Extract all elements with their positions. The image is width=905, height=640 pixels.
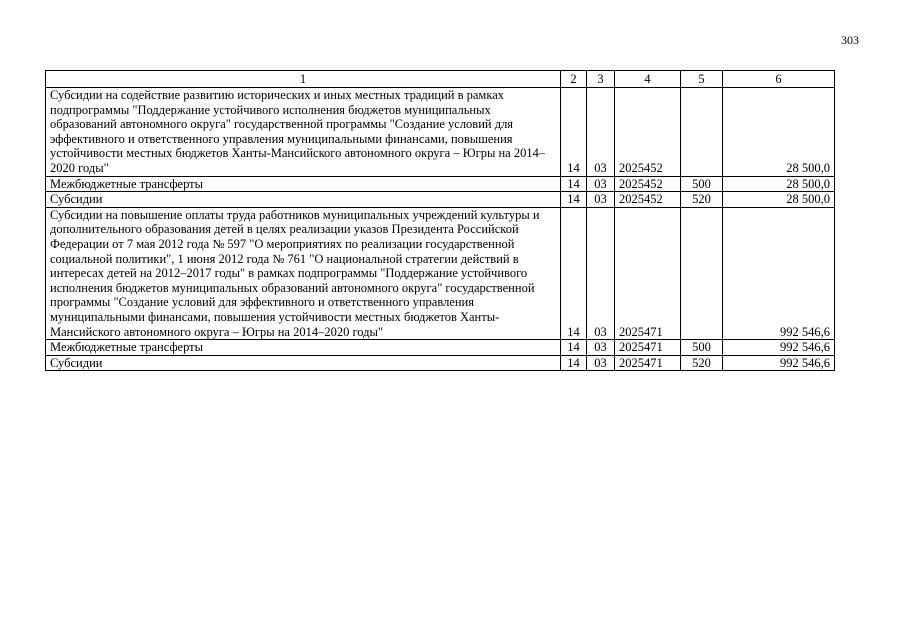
row-expense-type: [681, 207, 723, 339]
row-amount: 28 500,0: [723, 88, 835, 177]
budget-table: [45, 70, 835, 371]
row-section: 14: [561, 340, 587, 356]
row-expense-type: 500: [681, 176, 723, 192]
row-section: 14: [561, 88, 587, 177]
header-cell-1: 1: [46, 71, 561, 88]
table-row: [46, 207, 835, 339]
table-row: [46, 340, 835, 356]
row-section: 14: [561, 192, 587, 208]
row-subsection: 03: [587, 88, 615, 177]
row-amount: 992 546,6: [723, 207, 835, 339]
row-name: Субсидии на содействие развитию исторических и иных местных традиций в рамках подпрограммы "Поддержание устойчивого исполнения бюджетов муниципальных образований автономного округа" государственной программы "Создание условий для эффективного и ответственного управления муниципальными финансами, повышения устойчивости местных бюджетов Ханты-Мансийского автономного округа – Югры на 2014–2020 годы": [46, 88, 561, 177]
row-amount: 28 500,0: [723, 192, 835, 208]
table-row: [46, 88, 835, 177]
row-target-article: 2025452: [615, 176, 681, 192]
row-name: Межбюджетные трансферты: [46, 176, 561, 192]
row-expense-type: 500: [681, 340, 723, 356]
row-amount: 992 546,6: [723, 340, 835, 356]
row-name: Субсидии: [46, 192, 561, 208]
row-target-article: 2025452: [615, 88, 681, 177]
row-name: Межбюджетные трансферты: [46, 340, 561, 356]
row-amount: 992 546,6: [723, 355, 835, 371]
row-subsection: 03: [587, 207, 615, 339]
header-cell-4: 4: [615, 71, 681, 88]
page-number: 303: [841, 33, 859, 47]
header-row: [46, 71, 835, 88]
row-section: 14: [561, 207, 587, 339]
row-name: Субсидии: [46, 355, 561, 371]
row-expense-type: 520: [681, 355, 723, 371]
header-cell-5: 5: [681, 71, 723, 88]
row-target-article: 2025452: [615, 192, 681, 208]
row-name: Субсидии на повышение оплаты труда работников муниципальных учреждений культуры и дополнительного образования детей в целях реализации указов Президента Российской Федерации от 7 мая 2012 года № 597 "О мероприятиях по реализации государственной социальной политики", 1 июня 2012 года № 761 "О национальной стратегии действий в интересах детей на 2012–2017 годы" в рамках подпрограммы "Поддержание устойчивого исполнения бюджетов муниципальных образований автономного округа" государственной программы "Создание условий для эффективного и ответственного управления муниципальными финансами, повышения устойчивости местных бюджетов Ханты-Мансийского автономного округа – Югры на 2014–2020 годы": [46, 207, 561, 339]
row-target-article: 2025471: [615, 340, 681, 356]
table-row: [46, 355, 835, 371]
row-subsection: 03: [587, 192, 615, 208]
row-target-article: 2025471: [615, 207, 681, 339]
table-row: [46, 192, 835, 208]
row-expense-type: 520: [681, 192, 723, 208]
row-subsection: 03: [587, 340, 615, 356]
header-cell-2: 2: [561, 71, 587, 88]
row-section: 14: [561, 176, 587, 192]
header-cell-3: 3: [587, 71, 615, 88]
row-section: 14: [561, 355, 587, 371]
row-amount: 28 500,0: [723, 176, 835, 192]
row-subsection: 03: [587, 355, 615, 371]
table-row: [46, 176, 835, 192]
row-expense-type: [681, 88, 723, 177]
row-target-article: 2025471: [615, 355, 681, 371]
header-cell-6: 6: [723, 71, 835, 88]
row-subsection: 03: [587, 176, 615, 192]
